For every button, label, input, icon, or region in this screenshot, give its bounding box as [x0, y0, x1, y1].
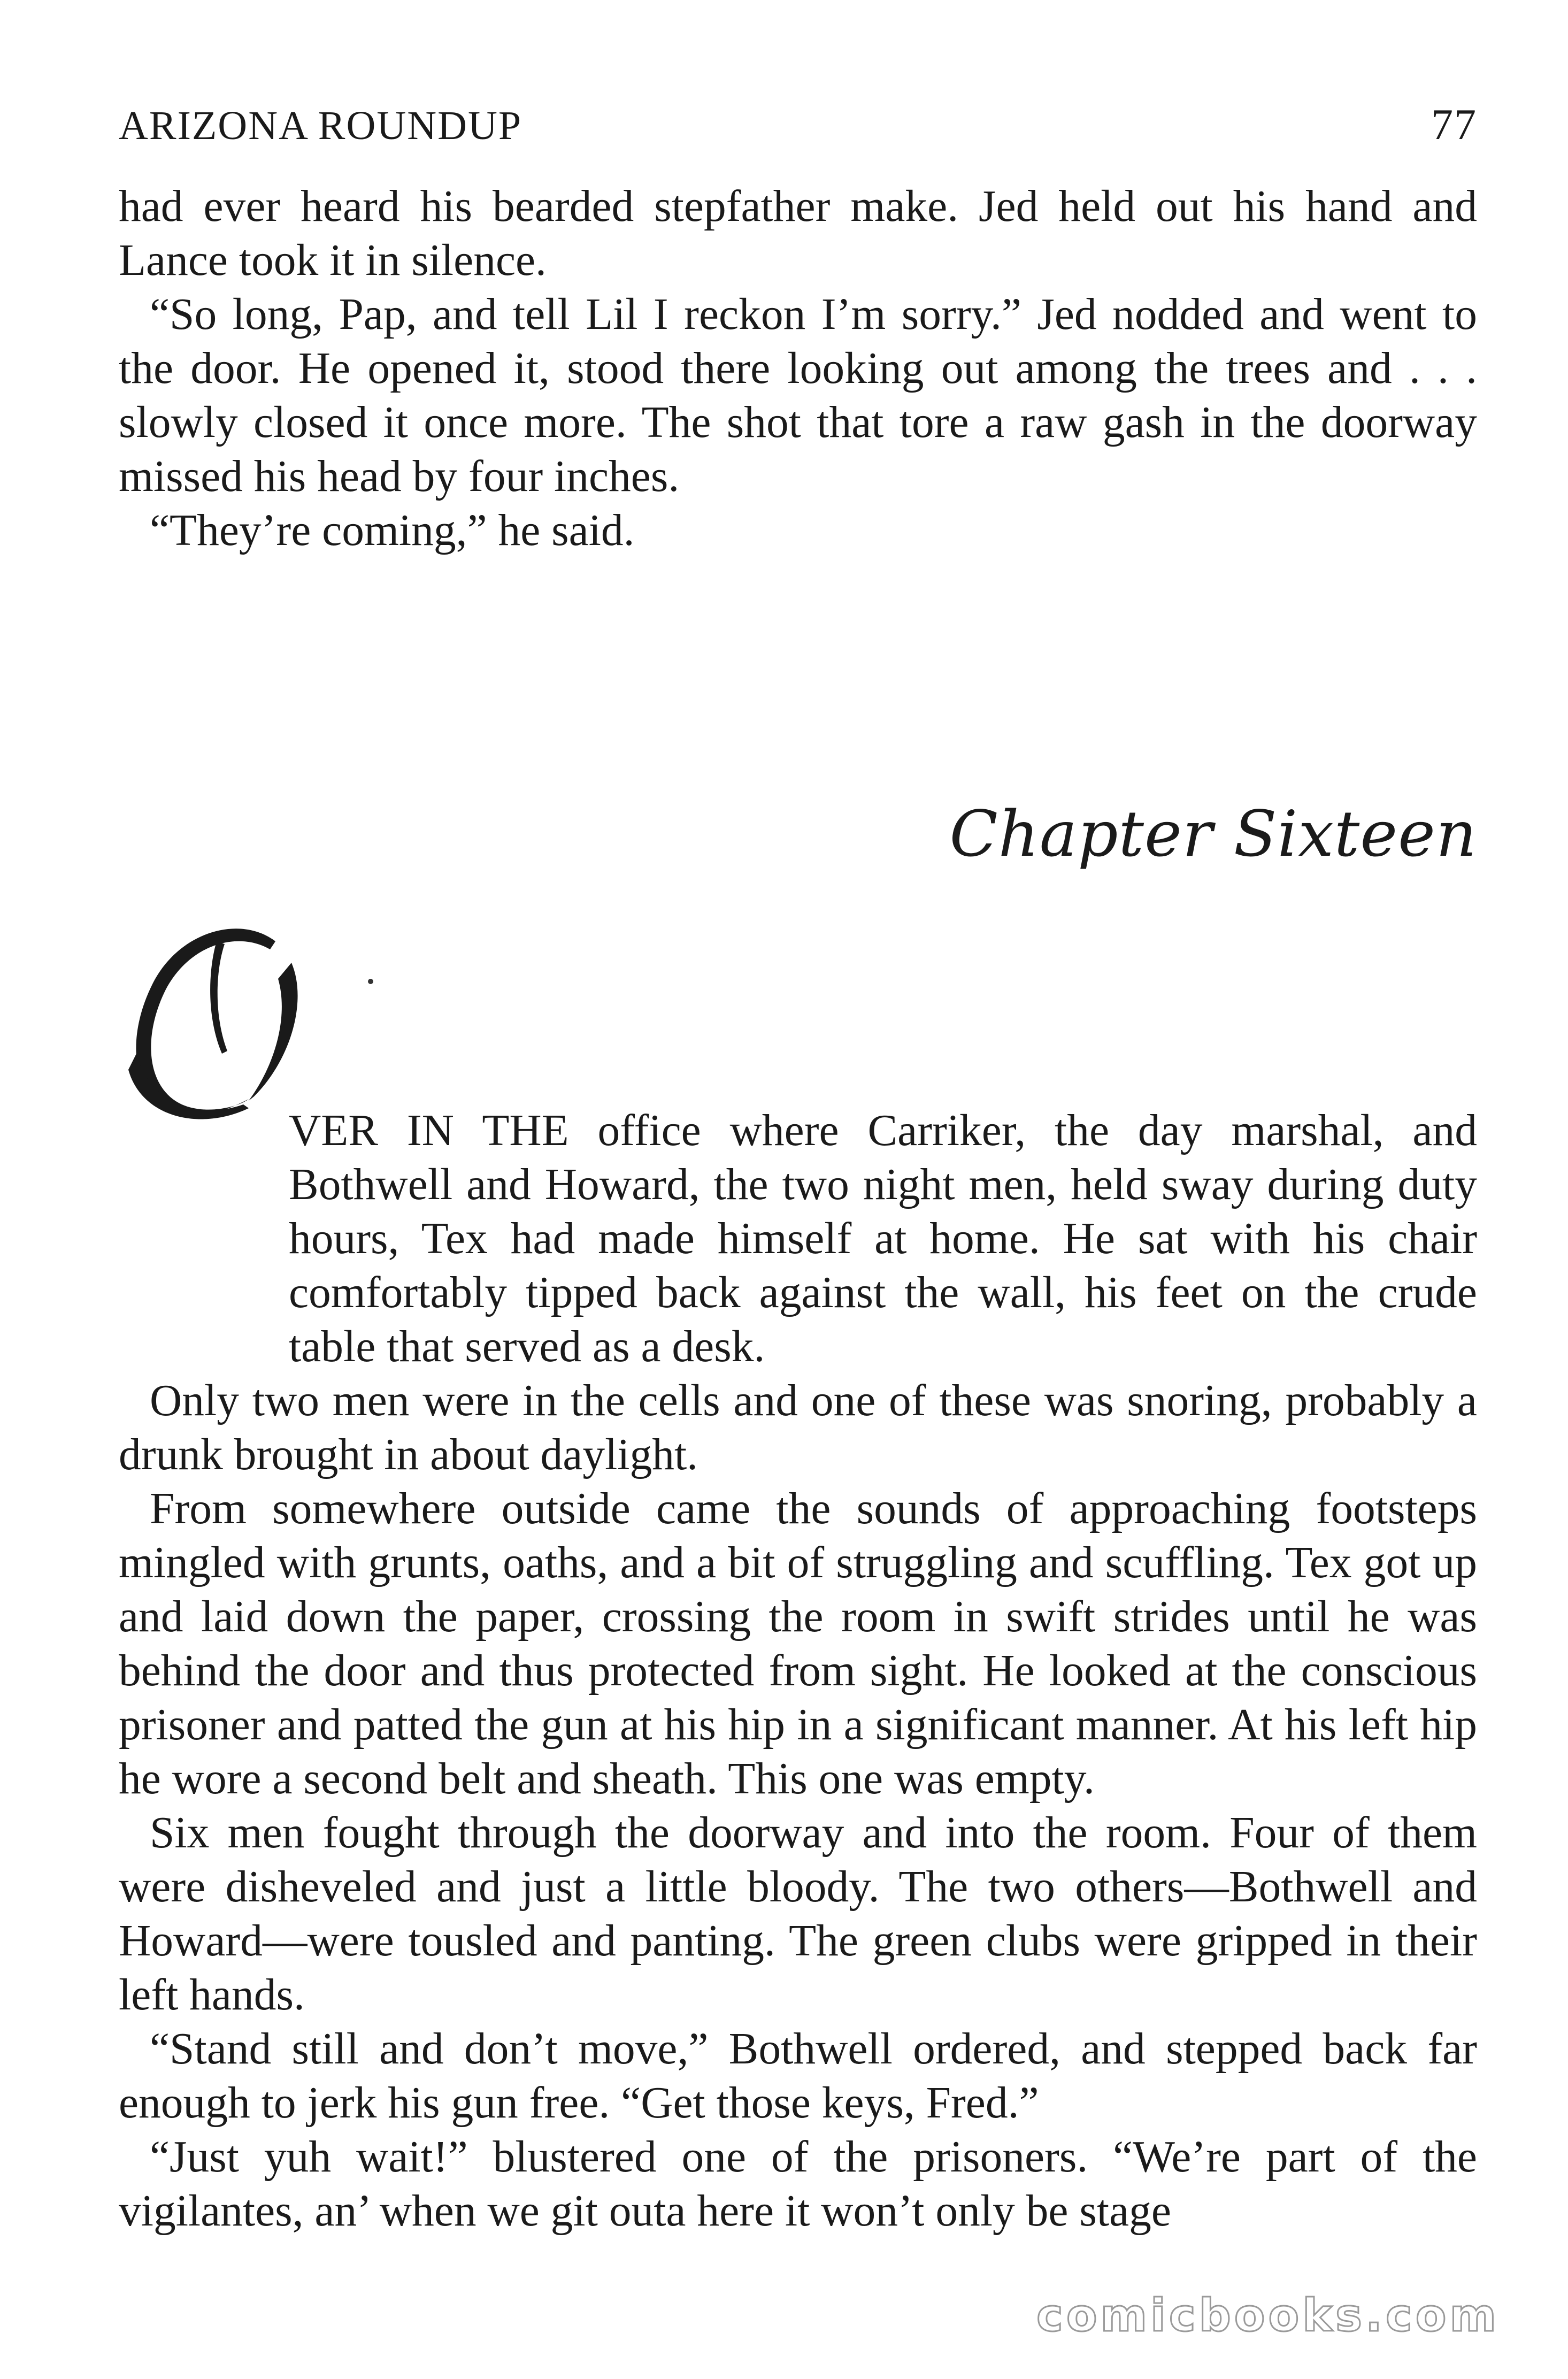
ink-speck: [368, 979, 373, 984]
opening-small-caps: VER IN THE: [289, 1106, 569, 1155]
drop-cap-o: [115, 920, 340, 1134]
drop-cap-letter: O: [115, 1096, 116, 1097]
paragraph: “They’re coming,” he said.: [150, 506, 635, 555]
chapter-text-block: [119, 1374, 1477, 2238]
running-head: [119, 99, 1477, 158]
paragraph: had ever heard his bearded stepfather make. Jed held out his hand and Lance took it in silence.: [119, 182, 1477, 285]
chapter-heading: Chapter Sixteen: [949, 797, 1477, 871]
watermark: comicbooks.com: [1036, 2289, 1500, 2342]
opening-text: office where Carriker, the day marshal, and Bothwell and Howard, the two night men, held sway during duty hours, Tex had made himself at home. He sat with his chair comfortably tipped back against the wall, his feet on the crude table that served as a desk.: [289, 1106, 1477, 1371]
page-number: 77: [1431, 100, 1477, 149]
paragraph: “So long, Pap, and tell Lil I reckon I’m sorry.” Jed nodded and went to the door. He opened it, stood there looking out among the trees and . . . slowly closed it once more. The shot that tore a raw gash in the doorway missed his head by four inches.: [119, 290, 1477, 501]
running-head-title: ARIZONA ROUNDUP: [119, 103, 522, 148]
paragraph: From somewhere outside came the sounds of approaching footsteps mingled with grunts, oaths, and a bit of struggling and scuffling. Tex got up and laid down the paper, crossing the room in swift strides until he was behind the door and thus protected from sight. He looked at the conscious prisoner and patted the gun at his hip in a significant manner. At his left hip he wore a second belt and sheath. This one was empty.: [119, 1484, 1477, 1804]
paragraph: “Just yuh wait!” blustered one of the prisoners. “We’re part of the vigilantes, an’ when we git outa here it won’t only be stage: [119, 2132, 1477, 2236]
paragraph: Only two men were in the cells and one of these was snoring, probably a drunk brought in about daylight.: [119, 1376, 1477, 1479]
top-text-block: [119, 180, 1477, 558]
chapter-opening-paragraph: [119, 1104, 1477, 1374]
paragraph: Six men fought through the doorway and into the room. Four of them were disheveled and just a little bloody. The two others—Bothwell and Howard—were tousled and panting. The green clubs were gripped in their left hands.: [119, 1808, 1477, 2020]
paragraph: “Stand still and don’t move,” Bothwell ordered, and stepped back far enough to jerk his gun free. “Get those keys, Fred.”: [119, 2024, 1477, 2128]
